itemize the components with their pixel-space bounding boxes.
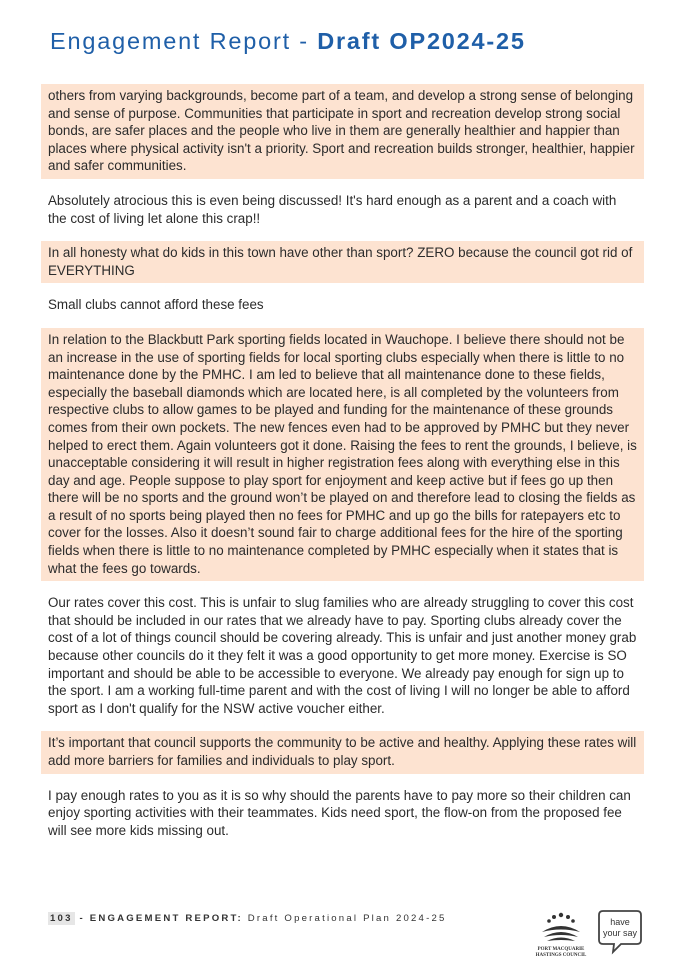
comment: It’s important that council supports the community to be active and healthy. Applying these rates will add more barriers for families and individuals to play sport. <box>41 731 644 773</box>
page-footer <box>48 913 447 924</box>
comment: Absolutely atrocious this is even being discussed! It's hard enough as a parent and a coach with the cost of living let alone this crap!! <box>48 192 617 226</box>
comment: Small clubs cannot afford these fees <box>48 297 264 313</box>
comment: In all honesty what do kids in this town have other than sport? ZERO because the council got rid of EVERYTHING <box>41 241 644 283</box>
comments-list <box>41 84 644 853</box>
comment: others from varying backgrounds, become part of a team, and develop a strong sense of belonging and sense of purpose. Communities that participate in sport and recreation develop strong social bonds, are safer places and the people who live in them are generally healthier and happier than places where physical activity isn't a priority. Sport and recreation builds stronger, healthier, happier and safer communities. <box>41 84 644 179</box>
council-crest-icon <box>542 913 580 941</box>
footer-plan-label: Draft Operational Plan 2024-25 <box>242 913 447 924</box>
hys-line1: have <box>610 917 630 927</box>
council-name-line2: HASTINGS COUNCIL <box>535 953 587 958</box>
hys-line2: your say <box>602 928 638 938</box>
page-title <box>50 28 526 55</box>
comment: I pay enough rates to you as it is so why should the parents have to pay more so their children can enjoy sporting activities with their teammates. Kids need sport, the flow-on from the proposed fee will see more kids missing out. <box>48 787 631 838</box>
footer-report-label: ENGAGEMENT REPORT: <box>89 913 243 924</box>
council-name-line1: PORT MACQUARIE <box>537 947 585 952</box>
page-number: 103 <box>50 913 73 924</box>
comment: Our rates cover this cost. This is unfair to slug families who are already struggling to cover this cost that should be included in our rates that we already have to pay. Sporting clubs already cover the cost of a lot of things council should be covering already. This is unfair and just another money grab because other councils do it they felt it was a good opportunity to get more money. Exercise is SO important and should be able to be accessible to everyone. We already pay enough for sign up to the sport. I am a working full-time parent and with the cost of living I will no longer be able to afford sport as I don't qualify for the NSW active voucher either. <box>48 595 637 716</box>
comment: In relation to the Blackbutt Park sporting fields located in Wauchope. I believe there should not be an increase in the use of sporting fields for local sporting clubs especially when there is little to no maintenance done by the PMHC. I am led to believe that all maintenance done to these fields, especially the baseball diamonds which are located here, is all completed by the volunteers from respective clubs to allow games to be played and funding for the maintenance of these grounds comes from their own pockets. The new fences even had to be approved by PMHC but they never helped to erect them. Again volunteers got it done. Raising the fees to rent the grounds, I believe, is unacceptable considering it will result in higher registration fees along with everything else in this day and age. People suppose to play sport for enjoyment and keep active but if fees go up then there will be no sports and the ground won’t be played on and therefore lead to closing the fields as a result of no sports being played then no fees for PMHC and up go the bills for ratepayers etc to cover for the losses. Also it doesn’t sound fair to charge additional fees for the hire of the sporting fields when there is little to no maintenance completed by PMHC especially when it states that is what the fees go towards. <box>41 328 644 581</box>
page-title-draft: Draft OP2024-25 <box>317 28 526 54</box>
council-logo <box>530 910 592 958</box>
footer-separator: - <box>74 913 90 924</box>
page-title-prefix: Engagement Report - <box>50 28 318 54</box>
have-your-say-logo <box>597 908 643 956</box>
